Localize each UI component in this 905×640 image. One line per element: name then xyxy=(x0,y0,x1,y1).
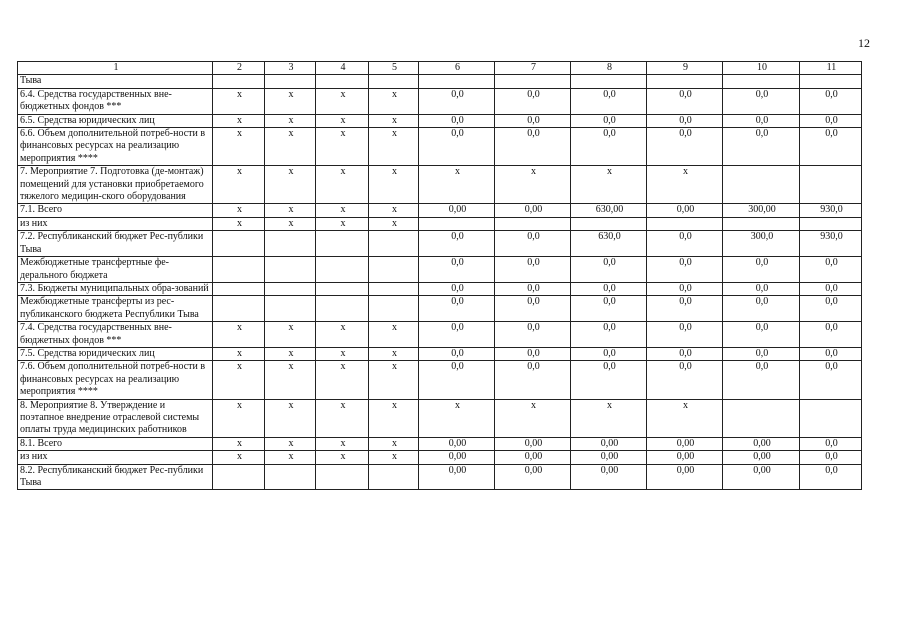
table-row xyxy=(18,88,862,114)
table-cell xyxy=(316,464,369,490)
table-cell: 0,0 xyxy=(571,88,647,114)
table-row xyxy=(18,257,862,283)
table-cell: 0,0 xyxy=(495,114,571,127)
table-cell: x xyxy=(495,166,571,204)
table-cell xyxy=(571,217,647,230)
table-cell: 0,0 xyxy=(800,361,862,399)
table-cell: x xyxy=(213,114,265,127)
table-cell: x xyxy=(316,322,369,348)
table-cell: 0,0 xyxy=(647,322,723,348)
table-cell: 0,0 xyxy=(800,347,862,360)
table-cell: x xyxy=(265,437,316,450)
table-cell: 0,0 xyxy=(647,347,723,360)
table-cell: 0,0 xyxy=(800,128,862,166)
table-cell: 0,0 xyxy=(419,231,495,257)
table-cell: 0,0 xyxy=(495,88,571,114)
header-cell: 3 xyxy=(265,62,316,75)
table-cell: 0,0 xyxy=(647,231,723,257)
table-cell xyxy=(800,166,862,204)
table-row xyxy=(18,296,862,322)
table-cell: x xyxy=(213,88,265,114)
table-cell: x xyxy=(265,128,316,166)
table-cell: 0,0 xyxy=(495,128,571,166)
table-cell: 0,00 xyxy=(495,204,571,217)
table-cell: 0,00 xyxy=(495,437,571,450)
table-row xyxy=(18,451,862,464)
table-cell: 0,00 xyxy=(647,204,723,217)
table-cell: 0,0 xyxy=(571,257,647,283)
table-cell: x xyxy=(265,361,316,399)
table-cell: x xyxy=(369,204,419,217)
table-cell: x xyxy=(316,451,369,464)
table-cell: x xyxy=(369,451,419,464)
table-cell: 0,0 xyxy=(419,114,495,127)
header-cell: 4 xyxy=(316,62,369,75)
table-cell: 0,0 xyxy=(723,114,800,127)
table-cell: 0,00 xyxy=(723,464,800,490)
table-cell: x xyxy=(265,322,316,348)
table-cell xyxy=(369,231,419,257)
header-cell: 6 xyxy=(419,62,495,75)
table-cell: 0,0 xyxy=(647,88,723,114)
table-cell: 300,0 xyxy=(723,231,800,257)
table-cell: 0,00 xyxy=(419,464,495,490)
table-cell: x xyxy=(265,347,316,360)
table-cell: 0,00 xyxy=(571,464,647,490)
table-row xyxy=(18,204,862,217)
table-cell: x xyxy=(316,217,369,230)
table-cell: 0,0 xyxy=(571,322,647,348)
table-cell: x xyxy=(369,399,419,437)
table-cell: x xyxy=(369,114,419,127)
table-body xyxy=(18,62,862,490)
row-label: 8. Мероприятие 8. Утверждение и поэтапное внедрение отраслевой системы оплаты труда медицинских работников xyxy=(18,399,213,437)
table-cell xyxy=(647,217,723,230)
header-cell: 7 xyxy=(495,62,571,75)
table-cell xyxy=(369,282,419,295)
table-row xyxy=(18,361,862,399)
table-cell: x xyxy=(213,437,265,450)
row-label: 7.1. Всего xyxy=(18,204,213,217)
table-cell: 0,0 xyxy=(723,128,800,166)
table-cell xyxy=(213,75,265,88)
table-cell: 0,00 xyxy=(495,451,571,464)
table-cell xyxy=(723,166,800,204)
table-cell: x xyxy=(571,166,647,204)
table-cell xyxy=(213,296,265,322)
table-cell: 0,00 xyxy=(571,437,647,450)
table-cell xyxy=(316,296,369,322)
table-cell: x xyxy=(213,217,265,230)
table-cell: 0,0 xyxy=(419,282,495,295)
header-cell: 2 xyxy=(213,62,265,75)
table-cell: 630,00 xyxy=(571,204,647,217)
table-cell: 0,0 xyxy=(495,322,571,348)
table-cell: x xyxy=(316,88,369,114)
table-cell: x xyxy=(316,166,369,204)
row-label: 6.4. Средства государственных вне-бюджетных фондов *** xyxy=(18,88,213,114)
table-cell: x xyxy=(316,204,369,217)
table-cell: x xyxy=(316,437,369,450)
table-cell xyxy=(723,75,800,88)
table-cell: 0,0 xyxy=(723,257,800,283)
table-row xyxy=(18,166,862,204)
table-cell: 0,0 xyxy=(495,296,571,322)
row-label: 8.2. Республиканский бюджет Рес-публики Тыва xyxy=(18,464,213,490)
table-cell: x xyxy=(647,399,723,437)
table-cell: 0,00 xyxy=(495,464,571,490)
table-cell: x xyxy=(316,128,369,166)
table-cell xyxy=(369,257,419,283)
row-label: 7.4. Средства государственных вне-бюджетных фондов *** xyxy=(18,322,213,348)
table-cell: 0,00 xyxy=(571,451,647,464)
table-cell: 0,0 xyxy=(723,282,800,295)
row-label: 7.6. Объем дополнительной потреб-ности в финансовых ресурсах на реализацию мероприятия **** xyxy=(18,361,213,399)
table-cell: 0,0 xyxy=(495,347,571,360)
table-cell: x xyxy=(495,399,571,437)
table-row xyxy=(18,231,862,257)
row-label: 8.1. Всего xyxy=(18,437,213,450)
table-cell: x xyxy=(316,114,369,127)
table-cell: 0,00 xyxy=(419,204,495,217)
table-cell: x xyxy=(265,114,316,127)
table-cell: x xyxy=(213,347,265,360)
table-cell: x xyxy=(419,166,495,204)
table-cell: 0,0 xyxy=(647,361,723,399)
table-cell: 0,0 xyxy=(800,88,862,114)
header-cell: 1 xyxy=(18,62,213,75)
row-label: 6.6. Объем дополнительной потреб-ности в финансовых ресурсах на реализацию мероприятия **** xyxy=(18,128,213,166)
table-cell: 930,0 xyxy=(800,231,862,257)
table-cell xyxy=(800,75,862,88)
table-cell: 0,00 xyxy=(723,437,800,450)
table-cell: 0,0 xyxy=(800,296,862,322)
table-cell: 0,00 xyxy=(419,437,495,450)
table-cell: 0,0 xyxy=(571,282,647,295)
header-cell: 10 xyxy=(723,62,800,75)
table-cell: x xyxy=(419,399,495,437)
table-cell xyxy=(316,75,369,88)
table-cell: x xyxy=(265,88,316,114)
table-cell: 0,0 xyxy=(800,464,862,490)
table-row xyxy=(18,399,862,437)
table-cell: 0,0 xyxy=(571,361,647,399)
header-cell: 11 xyxy=(800,62,862,75)
table-cell xyxy=(419,217,495,230)
table-cell: x xyxy=(369,217,419,230)
page-number: 12 xyxy=(858,36,870,50)
header-cell: 5 xyxy=(369,62,419,75)
row-label: Межбюджетные трансфертные фе-дерального бюджета xyxy=(18,257,213,283)
table-cell: 0,0 xyxy=(723,361,800,399)
table-cell: 0,0 xyxy=(723,347,800,360)
table-cell: 0,0 xyxy=(419,361,495,399)
table-cell xyxy=(265,282,316,295)
table-cell xyxy=(213,282,265,295)
table-cell: 0,0 xyxy=(419,296,495,322)
table-cell: x xyxy=(213,451,265,464)
table-cell: 0,0 xyxy=(800,451,862,464)
table-row xyxy=(18,437,862,450)
table-cell xyxy=(723,217,800,230)
table-cell xyxy=(265,296,316,322)
table-cell: 0,0 xyxy=(571,347,647,360)
table-cell: 0,0 xyxy=(419,347,495,360)
table-cell: 0,0 xyxy=(800,437,862,450)
table-cell: 0,0 xyxy=(647,282,723,295)
table-cell: 0,0 xyxy=(647,296,723,322)
table-row xyxy=(18,464,862,490)
table-cell: x xyxy=(213,128,265,166)
table-cell xyxy=(213,257,265,283)
table-cell: 0,0 xyxy=(647,128,723,166)
table-cell: 0,00 xyxy=(723,451,800,464)
table-cell xyxy=(316,257,369,283)
table-cell: x xyxy=(369,128,419,166)
row-label: Тыва xyxy=(18,75,213,88)
table-cell: 0,0 xyxy=(723,88,800,114)
table-cell xyxy=(723,399,800,437)
budget-table xyxy=(17,61,862,490)
table-cell: 0,0 xyxy=(647,114,723,127)
table-cell: x xyxy=(213,166,265,204)
row-label: 7. Мероприятие 7. Подготовка (де-монтаж) помещений для установки приобретаемого тяжелого медицин-ского оборудования xyxy=(18,166,213,204)
table-cell: x xyxy=(213,204,265,217)
table-row xyxy=(18,114,862,127)
table-cell: x xyxy=(369,347,419,360)
table-cell xyxy=(369,75,419,88)
table-cell: 930,0 xyxy=(800,204,862,217)
table-cell xyxy=(265,75,316,88)
table-cell: 0,00 xyxy=(647,437,723,450)
row-label: 7.2. Республиканский бюджет Рес-публики Тыва xyxy=(18,231,213,257)
table-cell: x xyxy=(369,322,419,348)
table-cell: 0,0 xyxy=(495,257,571,283)
table-cell: x xyxy=(265,204,316,217)
row-label: Межбюджетные трансферты из рес-публиканского бюджета Республики Тыва xyxy=(18,296,213,322)
table-cell: x xyxy=(369,166,419,204)
table-cell xyxy=(800,399,862,437)
table-cell xyxy=(369,296,419,322)
table-cell: x xyxy=(265,399,316,437)
table-cell: 0,0 xyxy=(495,361,571,399)
row-label: из них xyxy=(18,217,213,230)
table-cell: x xyxy=(647,166,723,204)
table-cell: 0,0 xyxy=(800,257,862,283)
table-cell: 0,0 xyxy=(800,282,862,295)
table-cell: x xyxy=(213,361,265,399)
table-cell: x xyxy=(369,88,419,114)
table-row xyxy=(18,347,862,360)
table-cell: 300,00 xyxy=(723,204,800,217)
table-cell xyxy=(265,231,316,257)
table-cell: x xyxy=(369,361,419,399)
table-cell: 0,00 xyxy=(647,451,723,464)
table-cell: x xyxy=(213,399,265,437)
table-cell: 0,0 xyxy=(419,257,495,283)
table-cell: 630,0 xyxy=(571,231,647,257)
table-cell: 0,00 xyxy=(647,464,723,490)
table-cell: x xyxy=(265,166,316,204)
table-cell xyxy=(647,75,723,88)
table-cell xyxy=(316,231,369,257)
table-cell xyxy=(369,464,419,490)
table-cell: 0,0 xyxy=(647,257,723,283)
table-cell: x xyxy=(213,322,265,348)
table-cell xyxy=(265,464,316,490)
table-cell: 0,0 xyxy=(800,322,862,348)
table-cell xyxy=(571,75,647,88)
table-row xyxy=(18,75,862,88)
table-cell: x xyxy=(316,361,369,399)
table-cell: 0,0 xyxy=(495,282,571,295)
table-cell: 0,0 xyxy=(571,114,647,127)
table-cell: 0,0 xyxy=(571,128,647,166)
row-label: 7.3. Бюджеты муниципальных обра-зований xyxy=(18,282,213,295)
table-cell: 0,0 xyxy=(571,296,647,322)
table-cell xyxy=(495,217,571,230)
table-cell xyxy=(800,217,862,230)
table-cell xyxy=(213,464,265,490)
table-cell: 0,0 xyxy=(419,88,495,114)
table-row xyxy=(18,128,862,166)
table-cell: x xyxy=(571,399,647,437)
table-cell xyxy=(265,257,316,283)
table-header-row xyxy=(18,62,862,75)
table-cell: x xyxy=(316,347,369,360)
table-cell: 0,00 xyxy=(419,451,495,464)
row-label: 7.5. Средства юридических лиц xyxy=(18,347,213,360)
table-cell xyxy=(316,282,369,295)
table-cell: 0,0 xyxy=(800,114,862,127)
row-label: из них xyxy=(18,451,213,464)
table-cell xyxy=(213,231,265,257)
table-cell: x xyxy=(265,217,316,230)
table-row xyxy=(18,282,862,295)
table-cell xyxy=(419,75,495,88)
table-cell: x xyxy=(369,437,419,450)
table-cell: 0,0 xyxy=(419,322,495,348)
table-cell: 0,0 xyxy=(723,296,800,322)
table-cell: x xyxy=(316,399,369,437)
table-cell xyxy=(495,75,571,88)
table-cell: 0,0 xyxy=(495,231,571,257)
table-cell: x xyxy=(265,451,316,464)
table-row xyxy=(18,322,862,348)
table-row xyxy=(18,217,862,230)
table-cell: 0,0 xyxy=(419,128,495,166)
table-cell: 0,0 xyxy=(723,322,800,348)
header-cell: 8 xyxy=(571,62,647,75)
header-cell: 9 xyxy=(647,62,723,75)
row-label: 6.5. Средства юридических лиц xyxy=(18,114,213,127)
